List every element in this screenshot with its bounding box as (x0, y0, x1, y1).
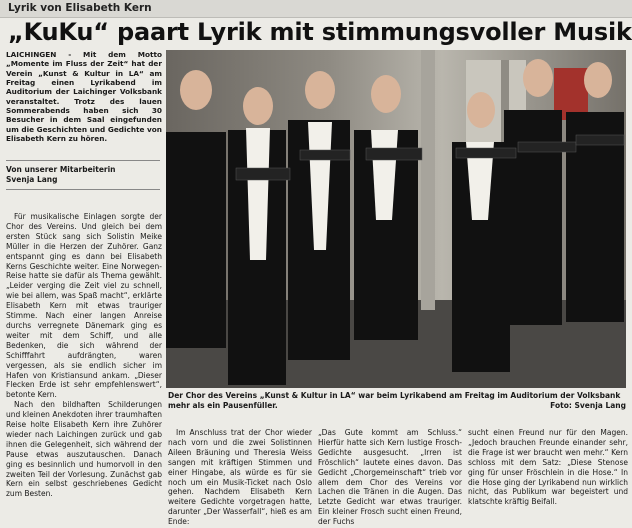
paragraph: „Das Gute kommt am Schluss.“ Hierfür hatte sich Kern lustige Frosch-Gedichte ausgesucht. „Irren ist Fröschlich“ lautete eines davon. Das Gedicht „Chorgemeinschaft“ trieb vor allem dem Chor des Vereins vor Lachen die Tränen in die Augen. Das Letzte Gedicht war etwas trauriger. Ein kleiner Frosch sucht einen Freund, der Fuchs (318, 428, 462, 527)
photo-caption (168, 391, 626, 410)
photo-credit: Foto: Svenja Lang (550, 400, 626, 410)
article-column-2 (168, 428, 312, 527)
byline (6, 165, 162, 185)
choir-photo (166, 50, 626, 388)
paragraph: Für musikalische Einlagen sorgte der Chor des Vereins. Und gleich bei dem ersten Stück sang sich Solistin Meike Müller in die Herzen der Zuhörer. Ganz entspannt ging es dann bei Elisabeth Kerns Geschichte weiter. Eine Norwegen-Reise hatte sie dafür als Thema gewählt. „Leider verging die Zeit viel zu schnell, wie bei allem, was Spaß macht“, erklärte Elisabeth Kern mit etwas trauriger Stimme. Nach einer langen Anreise durchs verregnete Dänemark ging es weiter mit dem Schiff, und alle Bedenken, die sich während der Schifffahrt aufdrängten, waren vergessen, als sie endlich sicher im Hafen von Kristiansund ankam. „Dieser Flecken Erde ist sehr empfehlenswert“, betonte Kern. (6, 212, 162, 400)
byline-author: Svenja Lang (6, 175, 58, 184)
paragraph: Im Anschluss trat der Chor wieder nach vorn und die zwei Solistinnen Aileen Bräuning und Theresia Weiss sangen mit kräftigen Stimmen und einer Hingabe, als würde es für sie noch um ein Musik-Ticket nach Oslo gehen. Nachdem Elisabeth Kern weitere Gedichte vorgetragen hatte, darunter „Der Wasserfall“, hieß es am Ende: (168, 428, 312, 527)
article-column-1 (6, 212, 162, 499)
caption-text: Der Chor des Vereins „Kunst & Kultur in LA“ war beim Lyrikabend am Freitag im Auditorium der Volksbank mehr als ein Pausenfüller. (168, 391, 621, 410)
kicker: Lyrik von Elisabeth Kern (8, 2, 152, 14)
divider (6, 189, 160, 190)
byline-line1: Von unserer Mitarbeiterin (6, 165, 116, 174)
paragraph: Nach den bildhaften Schilderungen und kleinen Anekdoten ihrer traumhaften Reise holte Elisabeth Kern ihre Zuhörer wieder nach Laichingen zurück und gab ihnen die Gelegenheit, sich während der Pause etwas auszutauschen. Danach ging es besinnlich und humorvoll in den zweiten Teil der Vorlesung. Zunächst gab Kern ein selbst geschriebenes Gedicht zum Besten. (6, 400, 162, 499)
article-column-3 (318, 428, 462, 527)
lede-location: LAICHINGEN (6, 50, 57, 59)
lede-text: - Mit dem Motto „Momente im Fluss der Zeit“ hat der Verein „Kunst & Kultur in LA“ am Freitag einen Lyrikabend im Auditorium der Laichinger Volksbank veranstaltet. Trotz des lauen Sommerabends haben sich 30 Besucher in dem Saal eingefunden um die Geschichten und Gedichte von Elisabeth Kern zu hören. (6, 50, 162, 144)
section-bar (0, 0, 632, 18)
divider (6, 160, 160, 161)
headline: „KuKu“ paart Lyrik mit stimmungsvoller Musik (8, 18, 632, 46)
choir-photo-illustration (166, 50, 626, 388)
lede (6, 50, 162, 143)
article-column-4 (468, 428, 628, 507)
paragraph: sucht einen Freund nur für den Magen. „Jedoch brauchen Freunde einander sehr, die Frage ist wer braucht wen mehr.“ Kern schloss mit dem Satz: „Diese Stenose ging für unser Fröschlein in die Hose.“ In die Hose ging der Lyrikabend nun wirklich nicht, das Publikum war begeistert und klatschte kräftig Beifall. (468, 428, 628, 507)
